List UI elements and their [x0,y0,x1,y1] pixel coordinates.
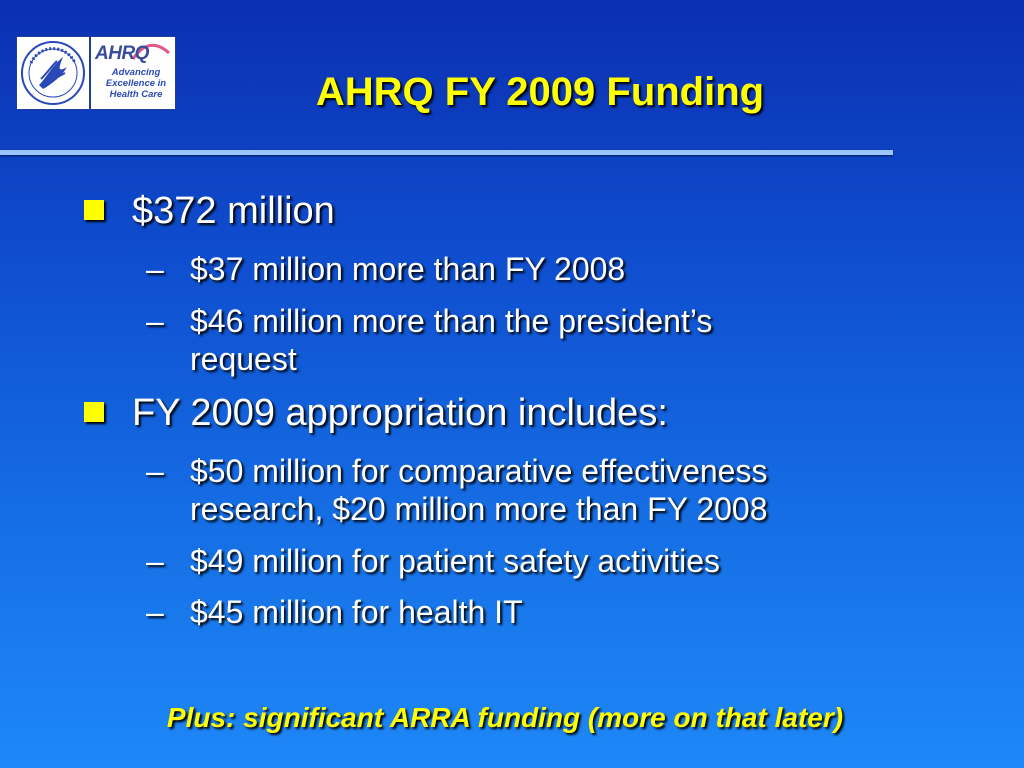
ahrq-tagline: Advancing Excellence in Health Care [105,67,167,100]
ahrq-wordmark: AHRQ [95,43,149,64]
sub-bullet-item: $50 million for comparative effectiveness research, $20 million more than FY 2008 [190,453,768,527]
bullet-square-icon [84,402,104,422]
title-divider [0,150,893,155]
dash-icon: – [146,453,164,489]
bullet-item: $372 million [132,190,335,232]
bullet-item: FY 2009 appropriation includes: [132,392,668,434]
slide-title: AHRQ FY 2009 Funding [315,70,765,114]
sub-bullet-item: $49 million for patient safety activities [190,543,721,579]
bullet-square-icon [84,200,104,220]
hhs-eagle-icon [17,37,89,109]
dash-icon: – [146,303,164,339]
sub-bullet-item: $37 million more than FY 2008 [190,251,626,287]
sub-bullet-item: $46 million more than the president’s request [190,303,713,377]
logo-group [16,36,176,110]
dash-icon: – [146,594,164,630]
dash-icon: – [146,251,164,287]
footer-note: Plus: significant ARRA funding (more on that later) [166,702,844,733]
hhs-seal-logo [16,36,90,110]
sub-bullet-item: $45 million for health IT [190,594,523,630]
ahrq-logo [90,36,176,110]
dash-icon: – [146,543,164,579]
